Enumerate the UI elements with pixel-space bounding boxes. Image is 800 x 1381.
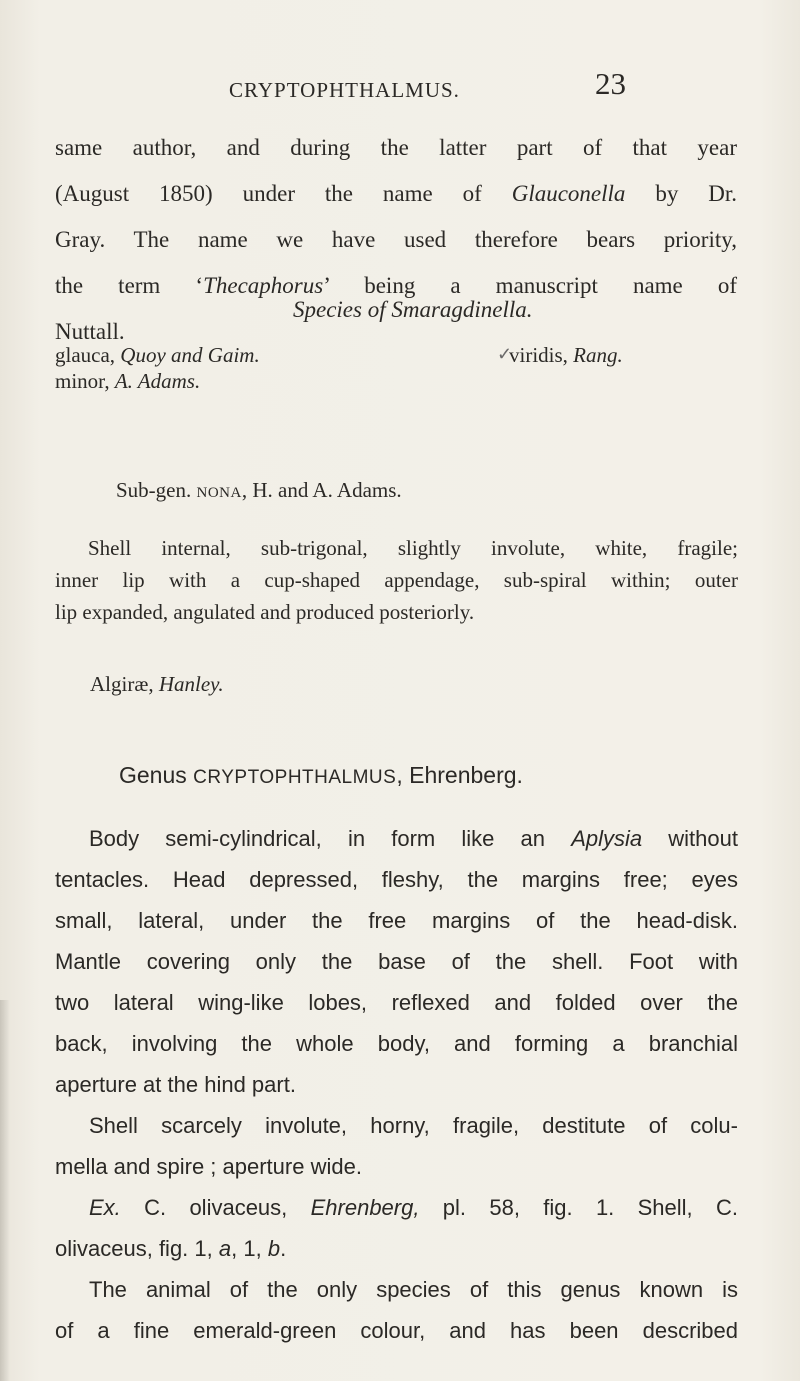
species-glauca — [55, 343, 260, 368]
genus-desc-line-5: two lateral wing-like lobes, reflexed and folded over the — [55, 990, 738, 1015]
genus-desc-line-11 — [55, 1238, 286, 1260]
locality-place: Algiræ, — [90, 672, 159, 696]
genus-desc-text: pl. 58, fig. 1. Shell, C. — [419, 1195, 738, 1220]
intro-line-2-end: by Dr. — [625, 181, 738, 206]
genus-desc-line-9: mella and spire ; aperture wide. — [55, 1154, 362, 1179]
subgenus-desc-line-1: Shell internal, sub-trigonal, slightly involute, white, fragile; — [88, 536, 738, 560]
genus-desc-line-3: small, lateral, under the free margins of the head-disk. — [55, 908, 738, 933]
genus-name-aplysia: Aplysia — [571, 826, 643, 851]
genus-desc-line-2: tentacles. Head depressed, fleshy, the margins free; eyes — [55, 867, 738, 892]
locality — [90, 672, 224, 697]
author-ehrenberg: Ehrenberg, — [310, 1195, 420, 1220]
intro-line-4-text: the term ‘ — [55, 273, 204, 298]
genus-desc-line-12: The animal of the only species of this genus known is — [89, 1277, 738, 1302]
species-name: glauca, — [55, 343, 121, 367]
subgenus-prefix: Sub-gen. — [116, 478, 197, 502]
genus-prefix: Genus — [119, 762, 194, 788]
genus-desc-text: olivaceus, fig. 1, — [55, 1236, 219, 1261]
subgenus-desc-line-3: lip expanded, angulated and produced posteriorly. — [55, 600, 475, 624]
subgenus-name: nona — [196, 478, 242, 502]
genus-desc-line-6: back, involving the whole body, and forming a branchial — [55, 1031, 738, 1056]
genus-desc-text: , 1, — [231, 1236, 268, 1261]
genus-desc-line-4: Mantle covering only the base of the shell. Foot with — [55, 949, 738, 974]
genus-desc-text: . — [280, 1236, 287, 1261]
genus-author: , Ehrenberg. — [396, 762, 523, 788]
genus-name: CRYPTOPHTHALMUS — [193, 767, 397, 788]
intro-line-3: Gray. The name we have used therefore bears priority, — [55, 227, 737, 252]
intro-line-4 — [55, 274, 737, 297]
species-author: A. Adams. — [114, 369, 201, 393]
genus-desc-line-7: aperture at the hind part. — [55, 1072, 296, 1097]
genus-desc-text: Body semi-cylindrical, in form like an — [89, 826, 572, 851]
genus-desc-text: C. olivaceus, — [120, 1195, 311, 1220]
species-author: Quoy and Gaim. — [120, 343, 260, 367]
intro-line-4-end: ’ being a manuscript name of — [323, 273, 737, 298]
species-heading: Species of Smaragdinella. — [293, 297, 533, 322]
figure-letter: a — [218, 1236, 232, 1261]
intro-line-2 — [55, 182, 737, 205]
intro-line-1: same author, and during the latter part of that year — [55, 135, 737, 160]
locality-author: Hanley. — [158, 672, 224, 696]
page-number: 23 — [595, 66, 626, 101]
figure-letter: b — [267, 1236, 281, 1261]
subgenus-desc-line-2: inner lip with a cup-shaped appendage, sub-spiral within; outer — [55, 568, 738, 592]
subgenus-authors: , H. and A. Adams. — [241, 478, 402, 502]
species-viridis — [509, 343, 623, 368]
pencil-check-mark: ✓ — [497, 344, 513, 364]
genus-desc-line-8: Shell scarcely involute, horny, fragile, destitute of colu- — [89, 1113, 738, 1138]
species-name: minor, — [55, 369, 115, 393]
example-label: Ex. — [89, 1195, 121, 1220]
genus-desc-text: without — [642, 826, 738, 851]
binding-shadow — [0, 1000, 10, 1381]
running-title: CRYPTOPHTHALMUS. — [229, 78, 460, 102]
genus-desc-line-13: of a fine emerald-green colour, and has been described — [55, 1318, 738, 1343]
species-author: Rang. — [573, 343, 623, 367]
subgenus-heading — [116, 478, 402, 503]
intro-line-2-text: (August 1850) under the name of — [55, 181, 512, 206]
genus-heading — [119, 762, 523, 789]
genus-desc-line-10 — [89, 1197, 738, 1219]
species-minor — [55, 369, 200, 394]
genus-name-thecaphorus: Thecaphorus — [203, 273, 324, 298]
species-name: viridis, — [509, 343, 574, 367]
genus-name-glauconella: Glauconella — [511, 181, 626, 206]
intro-line-5: Nuttall. — [55, 319, 125, 344]
genus-desc-line-1 — [89, 828, 738, 850]
